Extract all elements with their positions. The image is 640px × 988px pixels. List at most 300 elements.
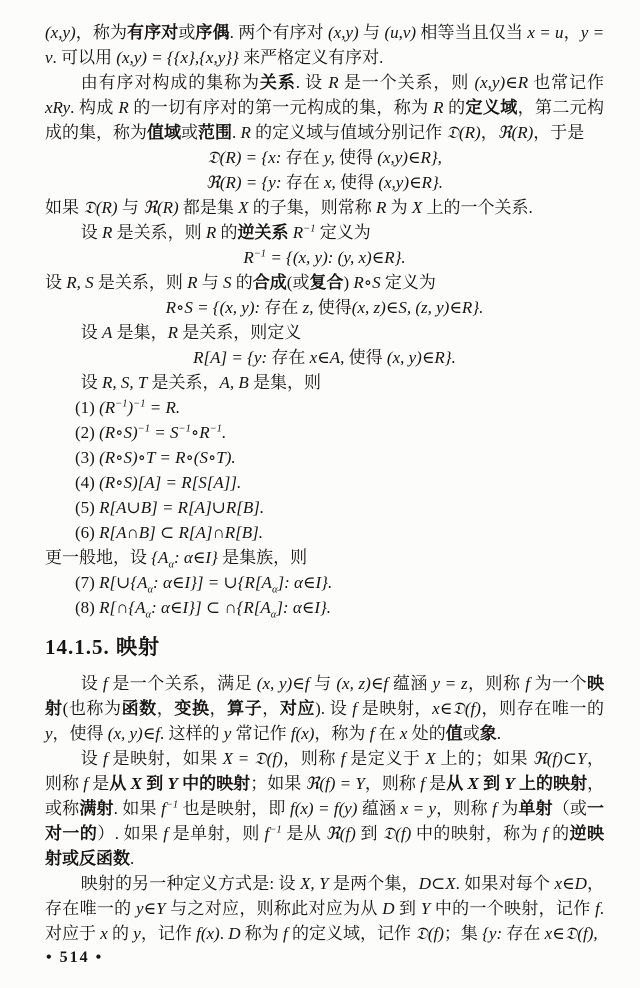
property-item-3 (45, 445, 604, 470)
text-run: ℜ(f) = Y (305, 774, 365, 793)
text-run: (x,y)∈R (474, 73, 529, 92)
text-run: α (271, 584, 278, 596)
text-run: R[A] = {y: (193, 348, 272, 367)
text-run: 中的一个映射，记作 (430, 899, 596, 918)
text-run: ，则称 (282, 749, 341, 768)
text-run: f(x) (196, 924, 220, 943)
text-run: xRy (45, 98, 71, 117)
text-run: f (103, 749, 108, 768)
text-run: : α∈I}] ⊂ ∩{R[A (151, 598, 271, 617)
text-run: (x, z)∈f (336, 674, 389, 693)
text-run: R, S (66, 273, 94, 292)
text-run: y (133, 924, 141, 943)
text-run: . (232, 123, 241, 142)
text-run: 是关系， (147, 373, 220, 392)
text-run: 存在 (271, 348, 306, 367)
equation-range (45, 170, 604, 195)
text-run: 设 (80, 373, 102, 392)
text-run: f(x) = f(y) (289, 799, 358, 818)
text-run: ，则称 (45, 749, 605, 793)
text-run: 是关系，则 (93, 273, 188, 292)
text-run: R[∩{A (99, 598, 146, 617)
text-run: f (542, 824, 548, 843)
text-run: 𝔇(R) (446, 123, 481, 142)
text-run: 的一切有序对的第一元构成的集，称为 (128, 98, 434, 117)
text-run: 使得 (317, 298, 352, 317)
paragraph-properties-intro (45, 370, 604, 395)
text-run: ，第二元构成的集，称为 (45, 98, 605, 142)
text-run: 是一个关系，则 (338, 73, 475, 92)
text-run: x = u (527, 23, 564, 42)
text-run: ， (209, 699, 228, 718)
text-run: R, S, T (101, 373, 148, 392)
text-run: 存在 (264, 298, 299, 317)
text-run: x∈D (554, 874, 587, 893)
text-run: 或 (178, 23, 196, 42)
text-run: 也常记作 (528, 73, 605, 92)
text-run: 象 (479, 724, 497, 743)
text-run: 函数 (121, 699, 157, 718)
text-run: . (221, 423, 227, 442)
text-run: 相等当且仅当 (416, 23, 528, 42)
text-run: R (167, 323, 178, 342)
text-run: ]: α∈I}. (277, 573, 333, 592)
equation-image (45, 345, 604, 370)
text-run: . 构成 (70, 98, 119, 117)
text-run: (或 (286, 273, 310, 292)
text-run: (5) (75, 498, 100, 517)
text-run: X (130, 774, 142, 793)
text-run: 都是集 (178, 198, 239, 217)
text-run: R (433, 98, 444, 117)
text-run: Y (504, 774, 515, 793)
text-run: (R∘S)[A] = R[S[A]]. (99, 473, 242, 492)
text-run: R∘S (353, 273, 381, 292)
text-run: 从 (446, 774, 468, 793)
text-run: （或 (552, 799, 588, 818)
paragraph-image-definition (45, 320, 604, 345)
text-run: f (352, 699, 357, 718)
text-run: 在 (374, 724, 400, 743)
text-run: = S (150, 423, 179, 442)
text-run: 更一般地，设 (45, 548, 152, 567)
text-run: (u,v) (384, 23, 417, 42)
text-run: 与 (358, 23, 385, 42)
text-run: −1 (303, 223, 316, 235)
text-run: 存在 (285, 148, 320, 167)
paragraph-relation-on-set (45, 195, 604, 220)
text-run: S (223, 273, 232, 292)
text-run: 的 (231, 273, 253, 292)
text-run: Y (420, 899, 431, 918)
text-run: (8) (75, 598, 100, 617)
text-run: 为 (496, 799, 519, 818)
text-run: ℜ(f)⊂Y (532, 749, 587, 768)
text-run: 为一个 (529, 674, 588, 693)
text-run: 常记作 (231, 724, 291, 743)
text-run: 或 (181, 123, 198, 142)
text-run: (x, y)∈R}. (386, 348, 456, 367)
text-run: (4) (75, 473, 100, 492)
text-run: −1 (133, 398, 146, 410)
text-run: = R. (145, 398, 181, 417)
text-run: −1 (253, 248, 267, 260)
text-run: 设 (80, 323, 102, 342)
section-heading (45, 632, 604, 662)
text-run: 到 (141, 774, 168, 793)
text-run: 定义为 (380, 273, 436, 292)
text-run: 设 (45, 273, 67, 292)
text-run: 是 (424, 774, 447, 793)
text-run: X (411, 198, 423, 217)
text-run: ，记作 (140, 924, 197, 943)
text-run: R (376, 198, 387, 217)
text-run: ， (156, 699, 175, 718)
text-run: 设 (80, 674, 103, 693)
text-run: ，使得 (52, 724, 108, 743)
text-run: 设 (80, 749, 104, 768)
text-run: 使得 (338, 148, 378, 167)
text-run: 称为 (240, 924, 283, 943)
text-run: R (205, 223, 217, 242)
text-run: ) (127, 398, 134, 417)
text-run: {y: (482, 924, 507, 943)
text-run: 14.1.5. (45, 635, 110, 659)
text-run: (6) (75, 523, 100, 542)
text-run: 𝔇(R) (83, 198, 118, 217)
text-run: . 设 (295, 73, 329, 92)
text-run: (x, y)∈f (107, 724, 161, 743)
text-run: 有序对 (127, 23, 179, 42)
text-run: (x,y) (45, 23, 76, 42)
text-run: 变换 (174, 699, 210, 718)
text-run: 使得 (340, 173, 379, 192)
text-run: R∘S = {(x, y): (165, 298, 265, 317)
text-run: (2) (75, 423, 100, 442)
text-run: z, (298, 298, 318, 317)
text-run: y = v (45, 23, 605, 67)
paragraph-composition (45, 270, 604, 295)
text-run: 与 (117, 198, 144, 217)
text-run: y (223, 724, 232, 743)
page-number: • 514 • (46, 949, 104, 966)
text-run: 是集，则 (248, 373, 322, 392)
text-run: R (243, 248, 254, 267)
text-run: y, (319, 148, 339, 167)
text-run: . 对应于 (45, 899, 605, 943)
property-item-1 (45, 395, 604, 420)
text-run: R (118, 98, 129, 117)
text-run: R (292, 223, 304, 242)
text-run: 的 (216, 223, 238, 242)
paragraph-ordered-pair (45, 20, 604, 70)
text-run: 与之对应，则称此对应为从 (165, 899, 383, 918)
text-run: 蕴涵 (388, 674, 433, 693)
text-run: D (382, 899, 395, 918)
text-run: (x, z)∈S, (z, y)∈R}. (351, 298, 484, 317)
text-run: ℜ(f) (325, 824, 356, 843)
text-run: 对应 (279, 699, 316, 718)
text-run: 或 (462, 724, 480, 743)
text-run: 是集， (112, 323, 168, 342)
text-run: ) (343, 273, 354, 292)
text-run: 𝔇(f) (382, 824, 412, 843)
text-run: 存在 (506, 924, 541, 943)
text-run: 中的映射，称为 (411, 824, 543, 843)
text-run: . (219, 924, 229, 943)
text-run: x (100, 924, 108, 943)
text-run: f (282, 924, 288, 943)
text-run: 是关系，则 (112, 223, 206, 242)
text-run: 是关系，则定义 (177, 323, 302, 342)
text-run: 关系 (259, 73, 296, 92)
property-item-8 (45, 595, 604, 620)
text-run: f (163, 824, 168, 843)
text-run: D (228, 924, 241, 943)
text-run: 是映射，如果 (107, 749, 223, 768)
text-run: ，则存在唯一的 (480, 699, 605, 718)
text-run: 的定义域，记作 (287, 924, 416, 943)
text-run: ，于是 (533, 123, 585, 142)
text-run: 中的映射 (177, 774, 251, 793)
text-run: ). 设 (315, 699, 353, 718)
text-run: x (399, 724, 408, 743)
equation-composition (45, 295, 604, 320)
paragraph-more-generally (45, 545, 604, 570)
text-run: f (264, 824, 270, 843)
text-run: 值 (445, 724, 463, 743)
property-item-4 (45, 470, 604, 495)
text-run: 是集族，则 (217, 548, 308, 567)
text-run: 的子集，则常称 (248, 198, 377, 217)
text-run: 与 (197, 273, 224, 292)
equation-domain (45, 145, 604, 170)
text-run: x∈𝔇(f), (540, 924, 598, 943)
paragraph-alternative-definition (45, 871, 604, 946)
text-run: 定义域 (465, 98, 518, 117)
text-run: 合成 (252, 273, 287, 292)
text-run: 上的；如果 (435, 749, 533, 768)
text-run: . 可以用 (52, 48, 117, 67)
text-run: ，或称 (45, 774, 605, 818)
text-run: ]: α∈I}. (276, 598, 332, 617)
text-run: (R (99, 398, 116, 417)
text-run: f(x) (290, 724, 315, 743)
text-run: 逆关系 (237, 223, 289, 242)
text-run: 来严格定义有序对. (238, 48, 384, 67)
text-run: 的 (443, 98, 466, 117)
text-run: 是单射，则 (167, 824, 265, 843)
text-run: 到 (355, 824, 383, 843)
text-run: (1) (75, 398, 100, 417)
text-run: ∘R (190, 423, 210, 442)
paragraph-mapping-types (45, 746, 604, 871)
text-run: (x,y) = {{x},{x,y}} (116, 48, 239, 67)
text-run: : α∈I} (173, 548, 218, 567)
text-run: 从 (109, 774, 131, 793)
text-run: : α∈I}] = ∪{R[A (153, 573, 272, 592)
text-run: R (240, 123, 251, 142)
text-run: 设 (80, 223, 102, 242)
property-item-7 (45, 570, 604, 595)
text-run: −1 (178, 423, 191, 435)
text-run: X (238, 198, 249, 217)
text-run: 是一个关系，满足 (107, 674, 257, 693)
text-run: f (102, 674, 108, 693)
text-run: 范围 (198, 123, 232, 142)
text-run: 算子 (227, 699, 263, 718)
text-run: ）. 如果 (97, 824, 164, 843)
text-run: R[∪{A (99, 573, 148, 592)
text-run: . (130, 849, 135, 868)
text-run: (R∘S)∘T = R∘(S∘T). (99, 448, 236, 467)
text-run: f (83, 774, 89, 793)
text-run: R (101, 223, 113, 242)
text-run: 是两个集， (328, 874, 419, 893)
text-run: . 如果对每个 (455, 874, 555, 893)
text-run: f (340, 749, 346, 768)
text-run: 存在 (285, 173, 320, 192)
text-run: 的 (107, 924, 134, 943)
text-run: ，则称 (436, 799, 493, 818)
text-run: −1 (137, 423, 150, 435)
text-run: A, B (219, 373, 249, 392)
text-run: 𝔇(f) (415, 924, 444, 943)
text-run: ℜ(R) (497, 123, 534, 142)
text-run: −1 (269, 824, 282, 836)
text-run: ℜ(R) = {y: (205, 173, 286, 192)
text-run: y∈Y (136, 899, 166, 918)
text-run: ；集 (443, 924, 483, 943)
paragraph-relation-definition (45, 70, 604, 145)
text-run: ，则称 (364, 774, 421, 793)
property-item-2 (45, 420, 604, 445)
text-run: f (525, 674, 530, 693)
text-run: x∈A, (305, 348, 349, 367)
text-run: 映射 (109, 635, 160, 659)
text-run: R (328, 73, 339, 92)
text-run: 是映射， (356, 699, 433, 718)
text-run: 序偶 (195, 23, 230, 42)
text-run: X, Y (300, 874, 329, 893)
text-run: ℜ(R) (143, 198, 179, 217)
text-run: f (595, 899, 600, 918)
text-run: ，存在唯一的 (45, 874, 605, 918)
text-run: Y (167, 774, 178, 793)
text-run: 上的映射 (514, 774, 588, 793)
text-run: 定义为 (315, 223, 371, 242)
text-run: 上的一个关系. (422, 198, 533, 217)
text-run: R[A∪B] = R[A]∪R[B]. (99, 498, 265, 517)
text-run: α (147, 584, 154, 596)
text-run: X (467, 774, 479, 793)
text-run: . 两个有序对 (229, 23, 328, 42)
text-run: ，称为 (314, 724, 370, 743)
text-run: 到 (394, 899, 421, 918)
text-run: ， (563, 23, 581, 42)
text-run: 的 (547, 824, 570, 843)
text-run: y (45, 724, 53, 743)
text-run: R (187, 273, 198, 292)
text-run: ，称为 (75, 23, 128, 42)
text-run: 处的 (407, 724, 446, 743)
text-run: 的定义域与值域分别记作 (250, 123, 447, 142)
text-run: 逆映射或反函数 (45, 824, 605, 868)
text-run: . (496, 724, 501, 743)
property-item-6 (45, 520, 604, 545)
text-run: ， (480, 123, 498, 142)
text-run: f (492, 799, 497, 818)
paragraph-inverse-relation (45, 220, 604, 245)
text-run: α (168, 559, 174, 571)
text-run: ，则称 (467, 674, 526, 693)
text-run: (x,y)∈R}. (378, 173, 443, 192)
text-run: 是定义于 (345, 749, 426, 768)
text-run: f (161, 799, 166, 818)
text-run: x∈𝔇(f) (432, 699, 481, 718)
text-run: {A (151, 548, 169, 567)
text-run: ；如果 (250, 774, 306, 793)
text-run: (x,y)∈R}, (377, 148, 442, 167)
text-run: ， (262, 699, 280, 718)
text-run: 由有序对构成的集称为 (80, 73, 260, 92)
text-run: −1 (115, 398, 128, 410)
text-run: (x, y)∈f (256, 674, 310, 693)
text-run: 也是映射，即 (178, 799, 290, 818)
text-run: 值域 (147, 123, 181, 142)
text-run: 𝔇(R) = {x: (207, 148, 286, 167)
text-run: y = z (432, 674, 468, 693)
text-run: 到 (478, 774, 505, 793)
text-run: −1 (165, 799, 179, 811)
text-run: 映射 (45, 674, 605, 718)
text-run: −1 (209, 423, 222, 435)
text-run: (R∘S) (99, 423, 138, 442)
text-run: 复合 (309, 273, 344, 292)
text-run: 与 (309, 674, 337, 693)
text-run: 为 (386, 198, 412, 217)
text-run: 如果 (45, 198, 84, 217)
text-run: 一对一的 (45, 799, 605, 843)
text-run: x = y (400, 799, 437, 818)
text-run: . 如果 (113, 799, 162, 818)
text-run: x, (319, 173, 341, 192)
text-run: = {(x, y): (y, x)∈R}. (266, 248, 406, 267)
text-run: (也称为 (62, 699, 122, 718)
text-run: . 这样的 (160, 724, 224, 743)
text-run: 单射 (518, 799, 553, 818)
text-run: 满射 (79, 799, 114, 818)
text-run: α (145, 609, 152, 621)
text-run: 是从 (281, 824, 326, 843)
text-run: 映射的另一种定义方式是: 设 (80, 874, 301, 893)
text-run: X = 𝔇(f) (222, 749, 283, 768)
text-run: f (420, 774, 425, 793)
text-run: (7) (75, 573, 100, 592)
text-run: D⊂X (418, 874, 456, 893)
paragraph-mapping-definition (45, 671, 604, 746)
text-run: α (270, 609, 277, 621)
text-run: 蕴涵 (357, 799, 401, 818)
text-run: X (425, 749, 436, 768)
text-run: 是 (88, 774, 110, 793)
text-run: (3) (75, 448, 100, 467)
text-run: 使得 (348, 348, 387, 367)
text-run: A (101, 323, 113, 342)
property-item-5 (45, 495, 604, 520)
text-run: (x,y) (328, 23, 359, 42)
equation-inverse-relation (45, 245, 604, 270)
